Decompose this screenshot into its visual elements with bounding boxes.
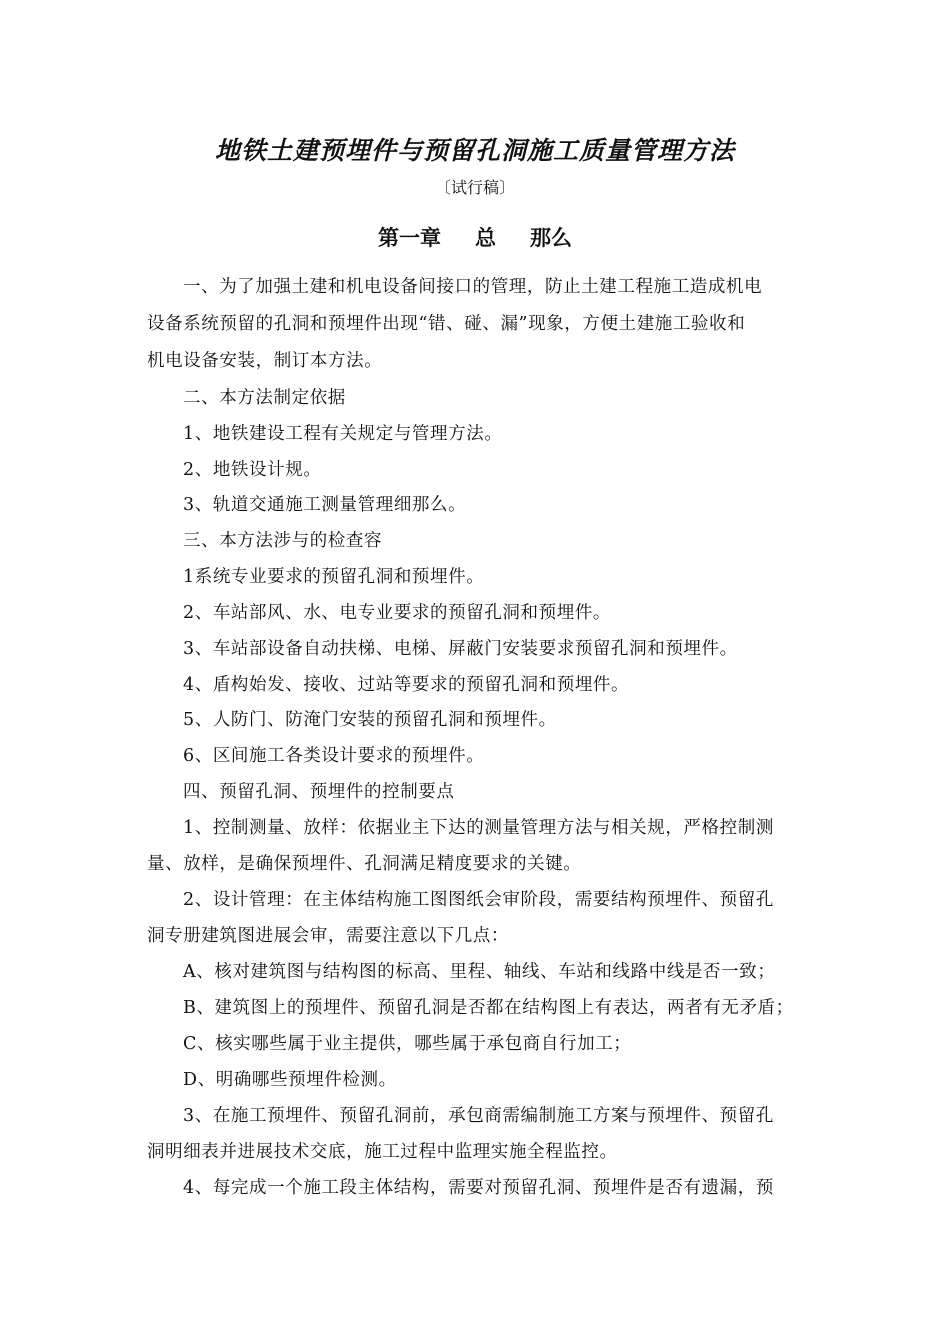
chapter-heading [0,222,950,254]
list-item: A、核对建筑图与结构图的标高、里程、轴线、车站和线路中线是否一致； [183,962,776,982]
chapter-word-1: 总 [475,225,496,250]
paragraph-line: 洞明细表并进展技术交底，施工过程中监理实施全程监控。 [147,1142,618,1162]
section-heading: 四、预留孔洞、预埋件的控制要点 [183,782,455,802]
list-item: 6、区间施工各类设计要求的预埋件。 [183,746,485,766]
list-item: 2、地铁设计规。 [183,460,322,480]
paragraph-line: 2、设计管理：在主体结构施工图图纸会审阶段，需要结构预埋件、预留孔 [183,890,774,910]
list-item: 4、盾构始发、接收、过站等要求的预留孔洞和预埋件。 [183,675,630,695]
paragraph-line: 4、每完成一个施工段主体结构，需要对预留孔洞、预埋件是否有遗漏，预 [183,1178,774,1198]
paragraph-line: 机电设备安装，制订本方法。 [147,351,383,371]
document-title: 地铁土建预埋件与预留孔洞施工质量管理方法 [214,136,735,165]
paragraph-line: 设备系统预留的孔洞和预埋件出现“错、碰、漏”现象，方便土建施工验收和 [147,314,746,334]
paragraph-line: 量、放样，是确保预埋件、孔洞满足精度要求的关键。 [147,854,582,874]
paragraph-line: 一、为了加强土建和机电设备间接口的管理，防止土建工程施工造成机电 [183,277,763,297]
list-item: D、明确哪些预埋件检测。 [183,1070,397,1090]
list-item: 3、轨道交通施工测量管理细那么。 [183,495,467,515]
list-item: 1系统专业要求的预留孔洞和预埋件。 [183,567,485,587]
chapter-number: 第一章 [378,225,441,250]
chapter-word-2: 那么 [530,225,572,250]
paragraph-line: 洞专册建筑图进展会审，需要注意以下几点： [147,926,509,946]
paragraph-line: 1、控制测量、放样：依据业主下达的测量管理方法与相关规，严格控制测 [183,818,774,838]
document-subtitle: 〔试行稿〕 [434,178,515,197]
paragraph-line: 3、在施工预埋件、预留孔洞前，承包商需编制施工方案与预埋件、预留孔 [183,1106,774,1126]
list-item: 5、人防门、防淹门安装的预留孔洞和预埋件。 [183,710,557,730]
list-item: 1、地铁建设工程有关规定与管理方法。 [183,424,503,444]
section-heading: 二、本方法制定依据 [183,388,346,408]
list-item: C、核实哪些属于业主提供，哪些属于承包商自行加工； [183,1034,632,1054]
list-item: B、建筑图上的预埋件、预留孔洞是否都在结构图上有表达，两者有无矛盾； [183,998,794,1018]
section-heading: 三、本方法涉与的检查容 [183,531,383,551]
list-item: 3、车站部设备自动扶梯、电梯、屏蔽门安装要求预留孔洞和预埋件。 [183,639,738,659]
list-item: 2、车站部风、水、电专业要求的预留孔洞和预埋件。 [183,603,612,623]
